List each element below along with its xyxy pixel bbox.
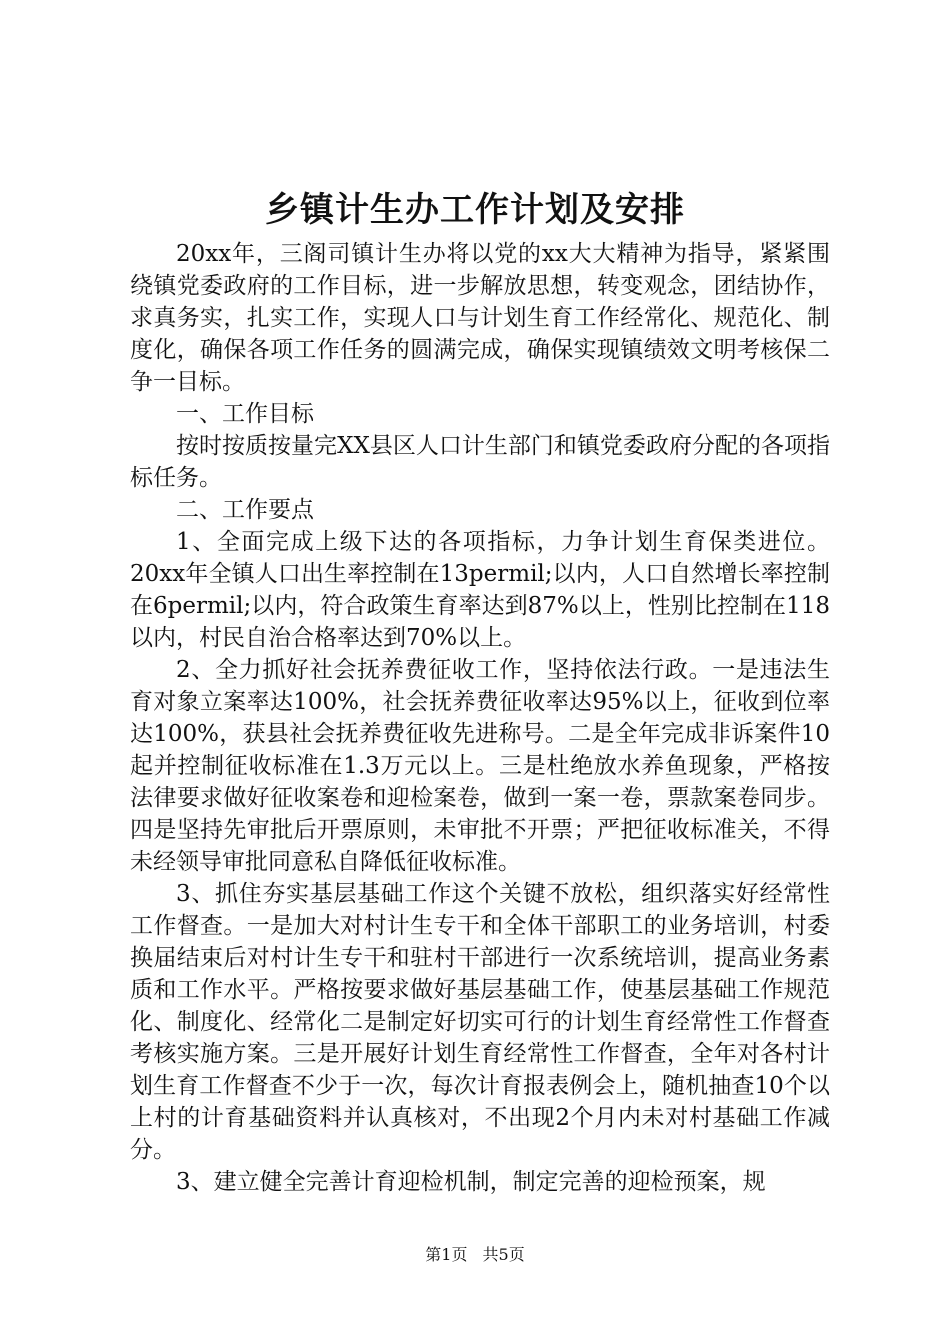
page-number: 第1页 — [425, 1245, 468, 1264]
page-total: 共5页 — [482, 1245, 525, 1264]
key-point-3b: 3、建立健全完善计育迎检机制，制定完善的迎检预案，规 — [176, 1169, 766, 1195]
key-point-3: 3、抓住夯实基层基础工作这个关键不放松，组织落实好经常性工作督查。一是加大对村计生专干和全体干部职工的业务培训，村委换届结束后对村计生专干和驻村干部进行一次系统培训，提高业务素质和工作水平。严格按要求做好基层基础工作，使基层基础工作规范化、制度化、经常化二是制定好切实可行的计划生育经常性工作督查考核实施方案。三是开展好计划生育经常性工作督查，全年对各村计划生育工作督查不少于一次，每次计育报表例会上，随机抽查10个以上村的计育基础资料并认真核对，不出现2个月内未对村基础工作减分。 — [130, 881, 830, 1163]
section-heading-key-points: 二、工作要点 — [176, 497, 314, 523]
page-footer — [0, 1244, 950, 1266]
key-point-2: 2、全力抓好社会抚养费征收工作，坚持依法行政。一是违法生育对象立案率达100%，社会抚养费征收率达95%以上，征收到位率达100%，获县社会抚养费征收先进称号。二是全年完成非诉案件10起并控制征收标准在1.3万元以上。三是杜绝放水养鱼现象，严格按法律要求做好征收案卷和迎检案卷，做到一案一卷，票款案卷同步。四是坚持先审批后开票原则，未审批不开票；严把征收标准关，不得未经领导审批同意私自降低征收标准。 — [130, 657, 830, 875]
section-heading-goals: 一、工作目标 — [176, 401, 314, 427]
intro-paragraph: 20xx年，三阁司镇计生办将以党的xx大大精神为指导，紧紧围绕镇党委政府的工作目标，进一步解放思想，转变观念，团结协作，求真务实，扎实工作，实现人口与计划生育工作经常化、规范化、制度化，确保各项工作任务的圆满完成，确保实现镇绩效文明考核保二争一目标。 — [130, 241, 830, 395]
goals-paragraph: 按时按质按量完XX县区人口计生部门和镇党委政府分配的各项指标任务。 — [130, 433, 830, 491]
key-point-1: 1、全面完成上级下达的各项指标，力争计划生育保类进位。20xx年全镇人口出生率控制在13permil;以内，人口自然增长率控制在6permil;以内，符合政策生育率达到87%以上，性别比控制在118以内，村民自治合格率达到70%以上。 — [130, 529, 830, 651]
document-title: 乡镇计生办工作计划及安排 — [265, 190, 685, 230]
document-body — [130, 238, 830, 1198]
